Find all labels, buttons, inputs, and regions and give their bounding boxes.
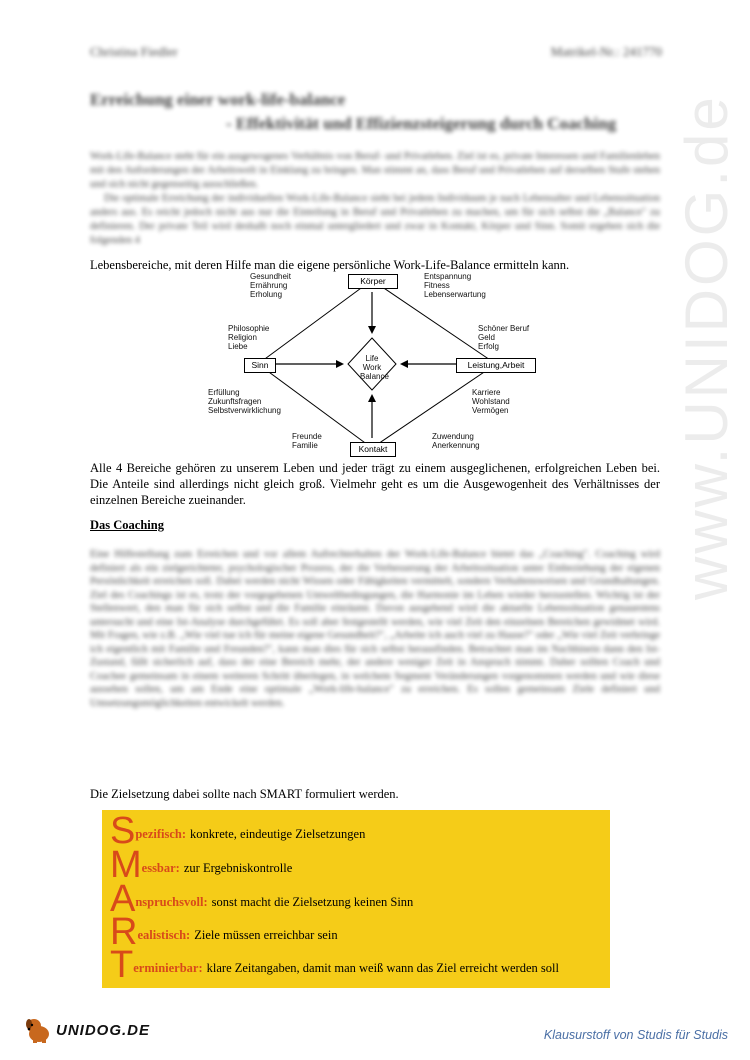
- dog-icon: [22, 1016, 56, 1044]
- smart-box: [102, 810, 610, 988]
- label-gesundheit-group: Gesundheit Ernährung Erholung: [250, 272, 291, 299]
- page-title: Erreichung einer work-life-balance: [90, 90, 346, 109]
- work-life-balance-diagram: [200, 272, 545, 460]
- smart-description: sonst macht die Zielsetzung keinen Sinn: [211, 895, 414, 909]
- label-freunde-group: Freunde Familie: [292, 432, 322, 450]
- smart-letter: T: [110, 944, 134, 986]
- smart-term: ealistisch:: [137, 928, 191, 942]
- label-entspannung-group: Entspannung Fitness Lebenserwartung: [424, 272, 486, 299]
- smart-description: Ziele müssen erreichbar sein: [194, 928, 338, 942]
- watermark-text: www.UNIDOG.de: [673, 94, 740, 600]
- smart-row: [110, 844, 293, 886]
- coaching-heading: Das Coaching: [90, 518, 164, 532]
- label-beruf-group: Schöner Beruf Geld Erfolg: [478, 324, 530, 351]
- after-diagram-text: Alle 4 Bereiche gehören zu unserem Leben und jeder trägt zu einem ausgeglichenen, erfolgreichen Leben bei. Die Anteile sind allerdings nicht gleich groß. Vielmehr geht es um die Ausgewogenheit des Verhältnisses der einzelnen Bereiche zueinander.: [90, 461, 660, 507]
- header-matrikel: Matrikel-Nr.: 241770: [550, 44, 662, 59]
- smart-letter: R: [110, 911, 138, 953]
- smart-row: [110, 911, 338, 953]
- label-karriere-group: Karriere Wohlstand Vermögen: [472, 388, 510, 415]
- node-sinn: Sinn: [244, 358, 276, 373]
- label-zuwendung-group: Zuwendung Anerkennung: [432, 432, 480, 450]
- smart-intro-text: Die Zielsetzung dabei sollte nach SMART formuliert werden.: [90, 787, 399, 801]
- smart-description: konkrete, eindeutige Zielsetzungen: [190, 827, 366, 841]
- intro-paragraph: Work-Life-Balance steht für ein ausgewogenes Verhältnis von Beruf- und Privatleben. Ziel ist es, private Interessen und Familienleben mit den Anforderungen der Arbeitswelt in Einklang zu bringen. Man stimmt an, dass Beruf und Privatleben auf derselben Stufe stehen und sich nicht gegenseitig ausschließen.: [90, 151, 660, 190]
- unidog-logo[interactable]: [22, 1016, 150, 1044]
- smart-letter: A: [110, 878, 136, 920]
- label-erfuellung-group: Erfüllung Zukunftsfragen Selbstverwirklichung: [208, 388, 281, 415]
- smart-row: [110, 878, 414, 920]
- smart-row: [110, 944, 559, 986]
- smart-term: erminierbar:: [133, 961, 203, 975]
- smart-term: nspruchsvoll:: [135, 895, 208, 909]
- diagram-center-label: Life Work Balance: [360, 354, 389, 381]
- smart-letter: S: [110, 810, 136, 852]
- page-subtitle: - Effektivität und Effizienzsteigerung durch Coaching: [226, 114, 617, 133]
- smart-row: [110, 810, 366, 852]
- intro-text: [90, 150, 660, 248]
- logo-text: UNIDOG.DE: [56, 1021, 151, 1039]
- label-philosophie-group: Philosophie Religion Liebe: [228, 324, 270, 351]
- intro-paragraph: Die optimale Erreichung der individuellen Work-Life-Balance sieht bei jedem Individuum je nach Lebensalter und Lebenssituation anders aus. Es reicht jedoch nicht aus nur die Einteilung in Beruf und Privatleben zu machen, um für sich selbst die „Balance" zu definieren. Der private Teil wird deshalb noch einmal untergliedert und zwar in Kontakt, Körper und Sinn. Somit ergeben sich die folgenden 4: [90, 193, 660, 246]
- smart-description: klare Zeitangaben, damit man weiß wann das Ziel erreicht werden soll: [206, 961, 559, 975]
- smart-term: pezifisch:: [135, 827, 187, 841]
- coaching-body: Eine Hilfestellung zum Erreichen und vor allem Aufrechterhalten der Work-Life-Balance bietet das „Coaching". Coaching wird definiert als ein zielgerichteter, psychologischer Prozess, der die Verbesserung der Arbeitssituation unter Einbeziehung der eigenen Persönlichkeit erreichen soll. Dabei werden nicht Wissen oder Fähigkeiten vermittelt, sondern Verhaltensweisen und Grundhaltungen. Ziel des Coachings ist es, trotz der vorgegebenen Umweltbedingungen, die Harmonie im Leben wieder herzustellen. Wichtig ist der Stellenwert, den man für sich selbst und die Familie einräumt. Davon ausgehend wird die aktuelle Lebenssituation genauestens untersucht und eine Ist-Analyse durchgeführt. Es soll aber festgestellt werden, wie viel Zeit den einzelnen Bereichen gewidmet wird. Mit Fragen, wie z.B. „Wie viel tue ich für meine eigene Gesundheit?", „Arbeite ich auch viel zu Hause?" oder „Wie viel Zeit verbringe ich eigentlich mit Familie und Freunden?", kann man dies für sich selbst herausfinden. Betrachtet man im Nachhinein dann den Ist-Zustand, fällt sicherlich auf, dass der eine Bereich mehr, der andere weniger Zeit in Anspruch nimmt. Daher sollten Coach und Coachee gemeinsam in einem weiteren Schritt überlegen, in welchem Segment Veränderungen vorgenommen werden und wie diese aussehen sollen, um am Ende eine optimale „Work-life-balance" zu erreichen. Es sollen gemeinsam Ziele definiert und Umsetzungsmöglichkeiten entwickelt werden.: [90, 549, 660, 709]
- node-leistung-arbeit: Leistung,Arbeit: [456, 358, 536, 373]
- node-koerper: Körper: [348, 274, 398, 289]
- smart-letter: M: [110, 844, 142, 886]
- node-kontakt: Kontakt: [350, 442, 396, 457]
- header-author: Christina Fiedler: [90, 44, 178, 59]
- lebensbereiche-text: Lebensbereiche, mit deren Hilfe man die eigene persönliche Work-Life-Balance ermitteln kann.: [90, 258, 570, 272]
- smart-term: essbar:: [141, 861, 180, 875]
- smart-description: zur Ergebniskontrolle: [183, 861, 293, 875]
- footer-slogan: Klausurstoff von Studis für Studis: [543, 1028, 728, 1042]
